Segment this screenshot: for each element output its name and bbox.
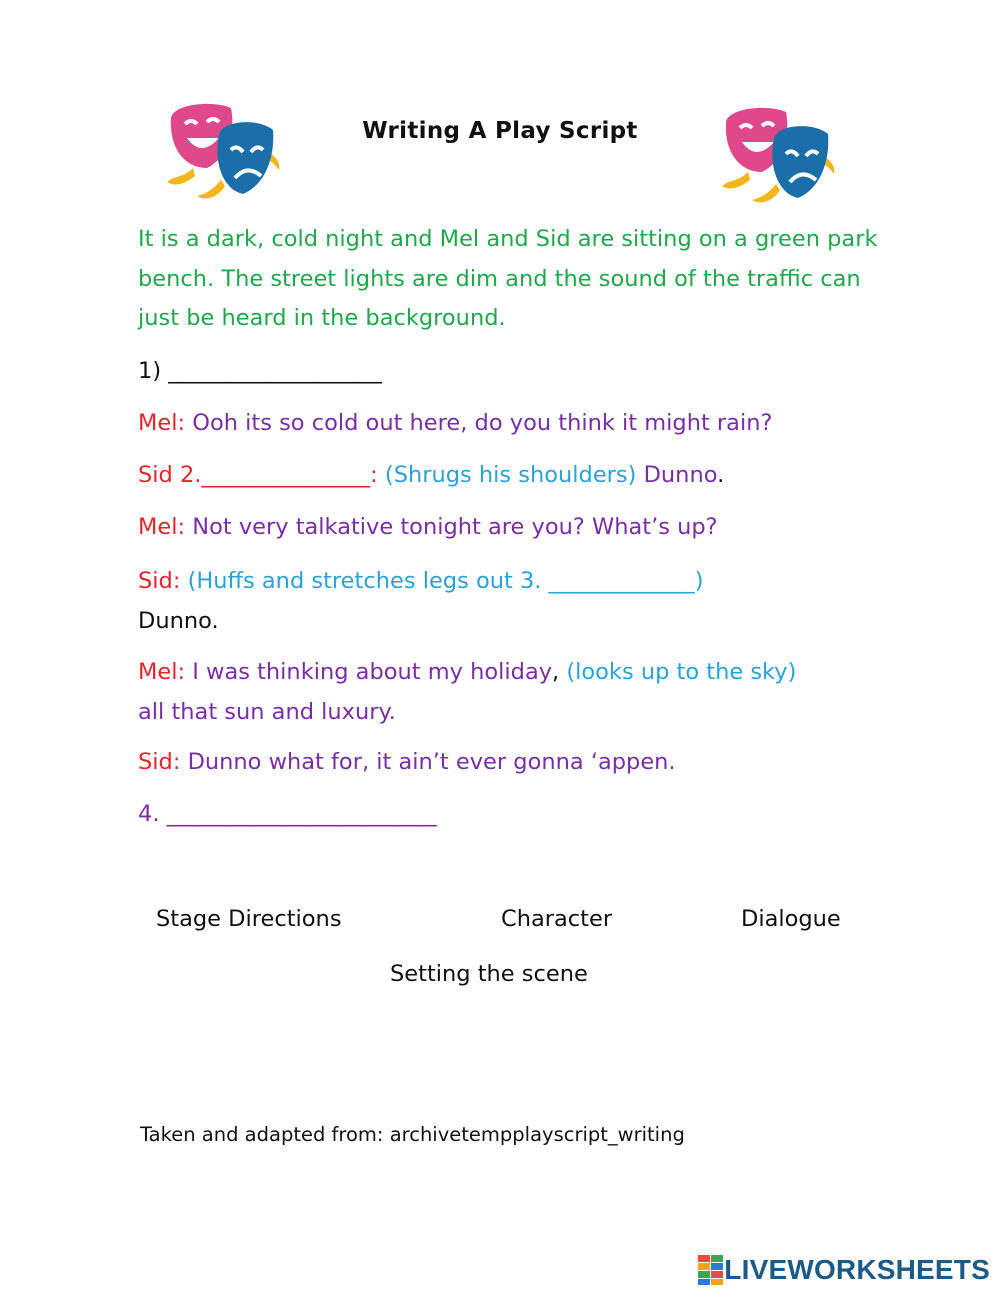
dialogue-text: Dunno what for, it ain’t ever gonna ‘appen. — [187, 749, 676, 775]
brand-name: LIVEWORKSHEETS — [724, 1254, 990, 1285]
question-2-blank[interactable]: Sid 2._______________: — [138, 462, 378, 488]
option-character[interactable]: Character — [501, 906, 613, 932]
comma: , — [552, 659, 560, 685]
question-3-direction[interactable]: (Huffs and stretches legs out 3. _____________) — [187, 568, 704, 594]
dialogue-text: I was thinking about my holiday — [192, 659, 553, 685]
script-line-6 — [138, 746, 676, 778]
dialogue-text: Dunno — [643, 462, 718, 488]
dialogue-text: Ooh its so cold out here, do you think it might rain? — [192, 410, 773, 436]
speaker-label: Mel: — [138, 410, 186, 436]
dialogue-text: Not very talkative tonight are you? What’s up? — [192, 514, 718, 540]
theatre-masks-icon — [163, 98, 285, 208]
dialogue-text: Dunno. — [138, 608, 219, 634]
period: . — [717, 462, 725, 488]
option-stage-directions[interactable]: Stage Directions — [156, 906, 342, 932]
speaker-label: Sid: — [138, 749, 181, 775]
script-line-1 — [138, 407, 772, 439]
page-title: Writing A Play Script — [362, 118, 638, 144]
dialogue-text: all that sun and luxury. — [138, 699, 396, 725]
option-setting-the-scene[interactable]: Setting the scene — [390, 961, 588, 987]
stage-direction: (Shrugs his shoulders) — [384, 462, 637, 488]
speaker-label: Mel: — [138, 659, 186, 685]
liveworksheets-blocks-icon — [698, 1255, 724, 1285]
option-dialogue[interactable]: Dialogue — [741, 906, 841, 932]
speaker-label: Sid: — [138, 568, 181, 594]
script-line-4 — [138, 561, 878, 641]
script-line-5 — [138, 652, 878, 732]
setting-paragraph: It is a dark, cold night and Mel and Sid are sitting on a green park bench. The street lights are dim and the sound of the traffic can just be heard in the background. — [138, 226, 878, 331]
script-line-3 — [138, 511, 718, 543]
script-line-2 — [138, 459, 724, 491]
source-credit: Taken and adapted from: archivetempplayscript_writing — [140, 1123, 685, 1146]
liveworksheets-logo — [698, 1253, 990, 1287]
stage-direction: (looks up to the sky) — [566, 659, 797, 685]
question-1-blank[interactable]: 1) ___________________ — [138, 358, 382, 384]
question-4-blank[interactable]: 4. ________________________ — [138, 801, 437, 827]
speaker-label: Mel: — [138, 514, 186, 540]
